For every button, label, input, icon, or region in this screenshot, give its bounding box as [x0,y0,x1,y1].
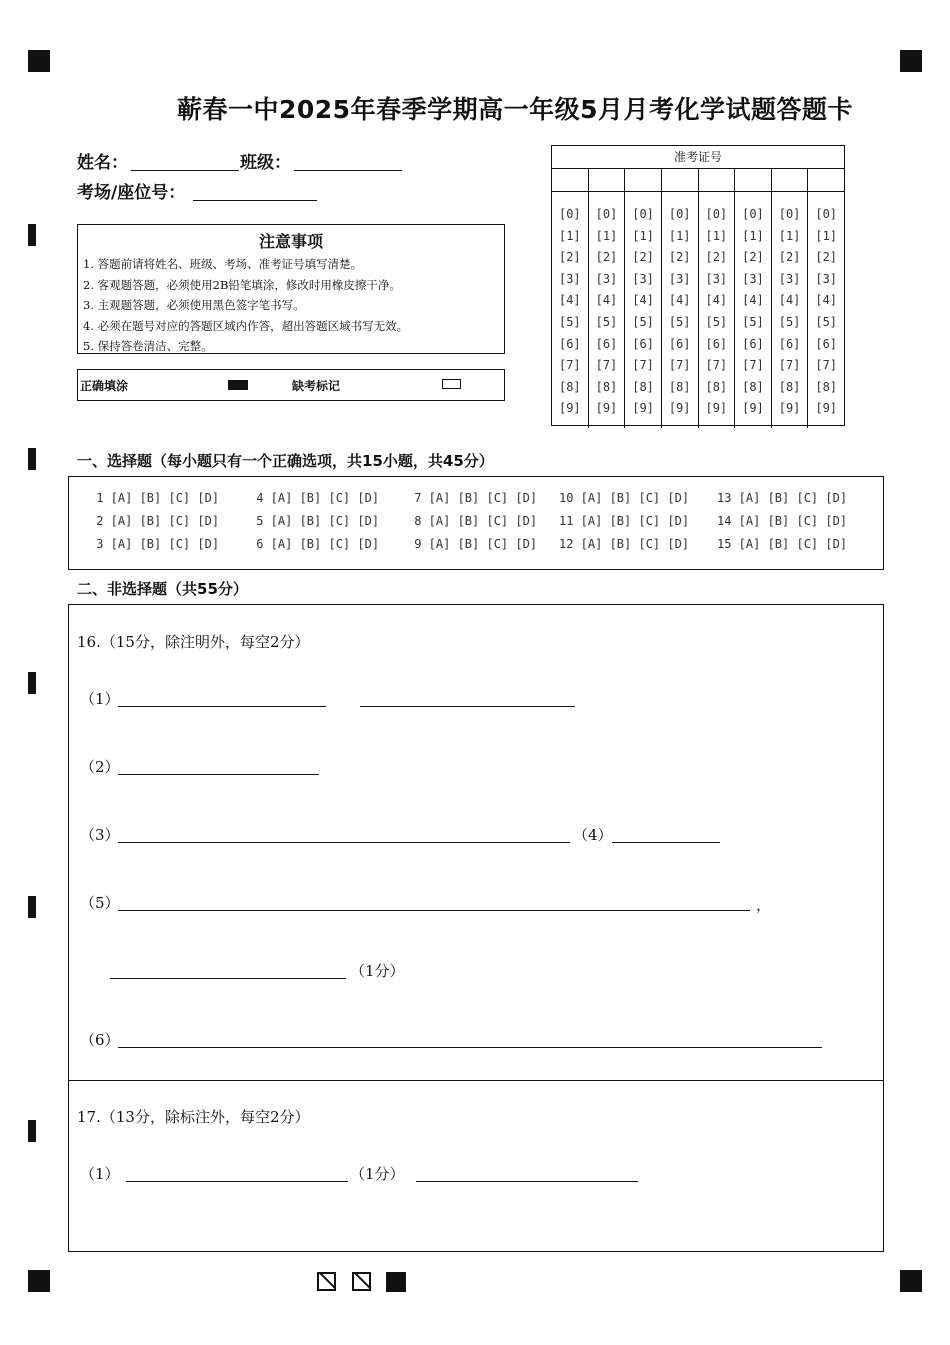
correct-fill-sample-icon [228,380,248,390]
admission-digit-bubble[interactable]: [1] [632,228,654,243]
choice-question-9[interactable]: 9 [A] [B] [C] [D] [407,537,538,551]
choice-question-7[interactable]: 7 [A] [B] [C] [D] [407,491,538,505]
class-field[interactable] [294,170,402,171]
choice-question-11[interactable]: 11 [A] [B] [C] [D] [559,514,690,528]
admission-digit-bubble[interactable]: [6] [595,336,618,351]
admission-digit-bubble[interactable]: [9] [815,401,838,416]
admission-digit-bubble[interactable]: [3] [815,271,838,286]
q16-part1-blank-b[interactable] [360,706,575,707]
admission-digit-bubble[interactable]: [0] [815,207,838,221]
corner-mark-bottom-right [900,1270,922,1292]
admission-digit-bubble[interactable]: [2] [742,250,764,265]
admission-bubble-column [735,192,772,428]
choice-question-6[interactable]: 6 [A] [B] [C] [D] [249,537,380,551]
admission-digit-bubble[interactable]: [6] [778,336,801,351]
page-mark-crossed-square-icon [352,1272,371,1291]
admission-digit-box[interactable] [772,169,809,191]
admission-digit-bubble[interactable]: [2] [595,250,618,265]
notice-item: 1. 答题前请将姓名、班级、考场、准考证号填写清楚。 [83,257,363,271]
admission-digit-bubble[interactable]: [0] [742,207,764,221]
q16-part5-points: （1分） [350,962,405,980]
admission-digit-bubble[interactable]: [3] [742,271,764,286]
seat-field[interactable] [193,200,317,201]
admission-digit-bubble[interactable]: [0] [668,207,691,221]
admission-bubble-column [699,192,736,428]
q16-part6-blank[interactable] [118,1047,822,1048]
admission-bubble-column [625,192,662,428]
admission-digit-box[interactable] [699,169,736,191]
admission-digit-box[interactable] [625,169,662,191]
admission-digit-bubble[interactable]: [1] [815,228,838,243]
question-divider [68,1080,884,1081]
admission-digit-bubble[interactable]: [4] [778,293,801,308]
admission-digit-bubble[interactable]: [1] [778,228,801,243]
choice-question-1[interactable]: 1 [A] [B] [C] [D] [89,491,220,505]
corner-mark-top-right [900,50,922,72]
admission-digit-box[interactable] [589,169,626,191]
admission-digit-bubble[interactable]: [1] [668,228,691,243]
choice-question-10[interactable]: 10 [A] [B] [C] [D] [559,491,690,505]
timing-mark [28,672,36,694]
q16-part5-label: （5） [80,894,120,912]
notice-list [83,254,504,357]
admission-bubble-column [589,192,626,428]
q16-part5-blank-a[interactable] [118,910,750,911]
admission-digit-bubble[interactable]: [7] [778,358,801,373]
corner-mark-top-left [28,50,50,72]
notice-item: 5. 保持答卷清洁、完整。 [83,339,213,353]
admission-digit-bubble[interactable]: [6] [558,336,581,351]
q16-part4-blank[interactable] [612,842,720,843]
admission-digit-bubble[interactable]: [3] [558,271,581,286]
q16-part5-comma: ， [756,896,772,914]
admission-digit-bubble[interactable]: [6] [815,336,838,351]
choice-question-2[interactable]: 2 [A] [B] [C] [D] [89,514,220,528]
fill-legend [77,369,505,401]
admission-digit-bubble[interactable]: [8] [778,379,801,394]
admission-digit-bubble[interactable]: [7] [742,358,764,373]
page-title: 蕲春一中2025年春季学期高一年级5月月考化学试题答题卡 [177,95,853,124]
q16-part1-blank-a[interactable] [118,706,326,707]
absent-mark-label: 缺考标记 [292,379,341,393]
admission-number-grid [551,145,845,426]
admission-digit-bubble[interactable]: [9] [778,401,801,416]
admission-bubble-column [808,192,844,428]
admission-digit-bubble[interactable]: [5] [632,314,654,329]
admission-digit-bubble[interactable]: [4] [595,293,618,308]
admission-digit-bubble[interactable]: [8] [705,379,728,394]
admission-digit-bubble[interactable]: [2] [558,250,581,265]
admission-digit-bubble[interactable]: [6] [742,336,764,351]
admission-digit-bubble[interactable]: [2] [815,250,838,265]
admission-digit-bubble[interactable]: [9] [632,401,654,416]
correct-fill-label: 正确填涂 [80,379,129,393]
admission-digit-bubble[interactable]: [3] [595,271,618,286]
q16-part3-blank[interactable] [118,842,570,843]
page-mark-filled-square-icon [386,1272,406,1292]
admission-digit-box[interactable] [552,169,589,191]
admission-digit-bubble[interactable]: [0] [705,207,728,221]
absent-mark-checkbox[interactable] [442,379,461,389]
admission-digit-bubble[interactable]: [3] [778,271,801,286]
q16-part5-blank-b[interactable] [110,978,346,979]
admission-bubble-column [772,192,809,428]
choice-question-12[interactable]: 12 [A] [B] [C] [D] [559,537,690,551]
admission-digit-bubble[interactable]: [0] [558,207,581,221]
admission-digit-bubble[interactable]: [4] [742,293,764,308]
choice-answer-area [68,476,884,570]
admission-digit-bubble[interactable]: [7] [668,358,691,373]
admission-digit-bubble[interactable]: [9] [595,401,618,416]
admission-digit-bubble[interactable]: [5] [742,314,764,329]
admission-digit-bubble[interactable]: [2] [778,250,801,265]
q17-part1-label: （1） [80,1165,120,1183]
timing-mark [28,224,36,246]
admission-digit-bubble[interactable]: [1] [705,228,728,243]
admission-digit-bubble[interactable]: [8] [668,379,691,394]
timing-mark [28,896,36,918]
admission-digit-bubble[interactable]: [9] [742,401,764,416]
admission-digit-bubble[interactable]: [7] [705,358,728,373]
admission-digit-bubble[interactable]: [8] [595,379,618,394]
admission-digit-bubble[interactable]: [4] [632,293,654,308]
admission-digit-bubble[interactable]: [6] [705,336,728,351]
admission-digit-bubble[interactable]: [5] [705,314,728,329]
notice-item: 3. 主观题答题，必须使用黑色签字笔书写。 [83,298,305,312]
q16-part2-label: （2） [80,758,120,776]
choice-question-3[interactable]: 3 [A] [B] [C] [D] [89,537,220,551]
admission-write-boxes [552,169,844,192]
admission-digit-bubble[interactable]: [8] [742,379,764,394]
admission-digit-box[interactable] [735,169,772,191]
admission-title: 准考证号 [552,146,844,169]
q17-part1-points: （1分） [350,1165,405,1183]
admission-digit-bubble[interactable]: [4] [558,293,581,308]
admission-digit-bubble[interactable]: [2] [705,250,728,265]
admission-digit-bubble[interactable]: [5] [778,314,801,329]
admission-digit-bubble[interactable]: [1] [595,228,618,243]
admission-digit-bubble[interactable]: [9] [558,401,581,416]
admission-digit-bubble[interactable]: [7] [558,358,581,373]
choice-question-8[interactable]: 8 [A] [B] [C] [D] [407,514,538,528]
q16-header: 16.（15分，除注明外，每空2分） [77,633,310,651]
admission-digit-bubble[interactable]: [4] [705,293,728,308]
admission-digit-bubble[interactable]: [4] [815,293,838,308]
admission-digit-bubble[interactable]: [1] [742,228,764,243]
admission-digit-bubble[interactable]: [5] [558,314,581,329]
page-mark-crossed-square-icon [317,1272,336,1291]
notice-title: 注意事项 [258,232,323,251]
notice-item: 4. 必须在题号对应的答题区域内作答，超出答题区域书写无效。 [83,318,409,333]
admission-digit-box[interactable] [662,169,699,191]
admission-digit-bubble[interactable]: [9] [668,401,691,416]
admission-bubble-column [552,192,589,428]
choice-question-4[interactable]: 4 [A] [B] [C] [D] [249,491,380,505]
admission-digit-bubble[interactable]: [5] [668,314,691,329]
choice-question-13[interactable]: 13 [A] [B] [C] [D] [717,491,848,505]
admission-digit-bubble[interactable]: [8] [558,379,581,394]
section-choice-heading: 一、选择题（每小题只有一个正确选项，共15小题，共45分） [77,452,494,470]
admission-digit-bubble[interactable]: [6] [668,336,691,351]
admission-digit-bubble[interactable]: [8] [632,379,654,394]
admission-digit-bubble[interactable]: [0] [778,207,801,221]
admission-digit-bubble[interactable]: [3] [705,271,728,286]
q16-part6-label: （6） [80,1031,120,1049]
admission-digit-bubble[interactable]: [0] [632,207,654,221]
admission-digit-bubble[interactable]: [3] [632,271,654,286]
admission-digit-bubble[interactable]: [1] [558,228,581,243]
choice-question-14[interactable]: 14 [A] [B] [C] [D] [717,514,848,528]
admission-digit-bubble[interactable]: [7] [815,358,838,373]
admission-bubble-column [662,192,699,428]
name-label: 姓名： [77,153,128,173]
admission-bubble-columns [552,192,844,428]
choice-question-15[interactable]: 15 [A] [B] [C] [D] [717,537,848,551]
seat-label: 考场/座位号： [77,183,186,203]
admission-digit-bubble[interactable]: [2] [668,250,691,265]
nonchoice-answer-area [68,604,884,1252]
section-nonchoice-heading: 二、非选择题（共55分） [77,580,248,598]
timing-mark [28,1120,36,1142]
admission-digit-bubble[interactable]: [3] [668,271,691,286]
admission-digit-box[interactable] [808,169,844,191]
q16-part3-label: （3） [80,826,120,844]
q16-part1-label: （1） [80,690,120,708]
admission-digit-bubble[interactable]: [5] [595,314,618,329]
q16-part4-label: （4） [573,826,613,844]
admission-digit-bubble[interactable]: [0] [595,207,618,221]
q17-part1-blank-b[interactable] [416,1181,638,1182]
admission-digit-bubble[interactable]: [2] [632,250,654,265]
class-label: 班级： [240,153,291,173]
timing-mark [28,448,36,470]
admission-digit-bubble[interactable]: [7] [632,358,654,373]
corner-mark-bottom-left [28,1270,50,1292]
admission-digit-bubble[interactable]: [4] [668,293,691,308]
admission-digit-bubble[interactable]: [7] [595,358,618,373]
admission-digit-bubble[interactable]: [8] [815,379,838,394]
admission-digit-bubble[interactable]: [6] [632,336,654,351]
notice-box [77,224,505,354]
name-field[interactable] [131,170,239,171]
choice-question-5[interactable]: 5 [A] [B] [C] [D] [249,514,380,528]
admission-digit-bubble[interactable]: [5] [815,314,838,329]
q16-part2-blank[interactable] [118,774,319,775]
admission-digit-bubble[interactable]: [9] [705,401,728,416]
q17-part1-blank-a[interactable] [126,1181,348,1182]
notice-item: 2. 客观题答题，必须使用2B铅笔填涂，修改时用橡皮擦干净。 [83,277,401,292]
q17-header: 17.（13分，除标注外，每空2分） [77,1108,310,1126]
